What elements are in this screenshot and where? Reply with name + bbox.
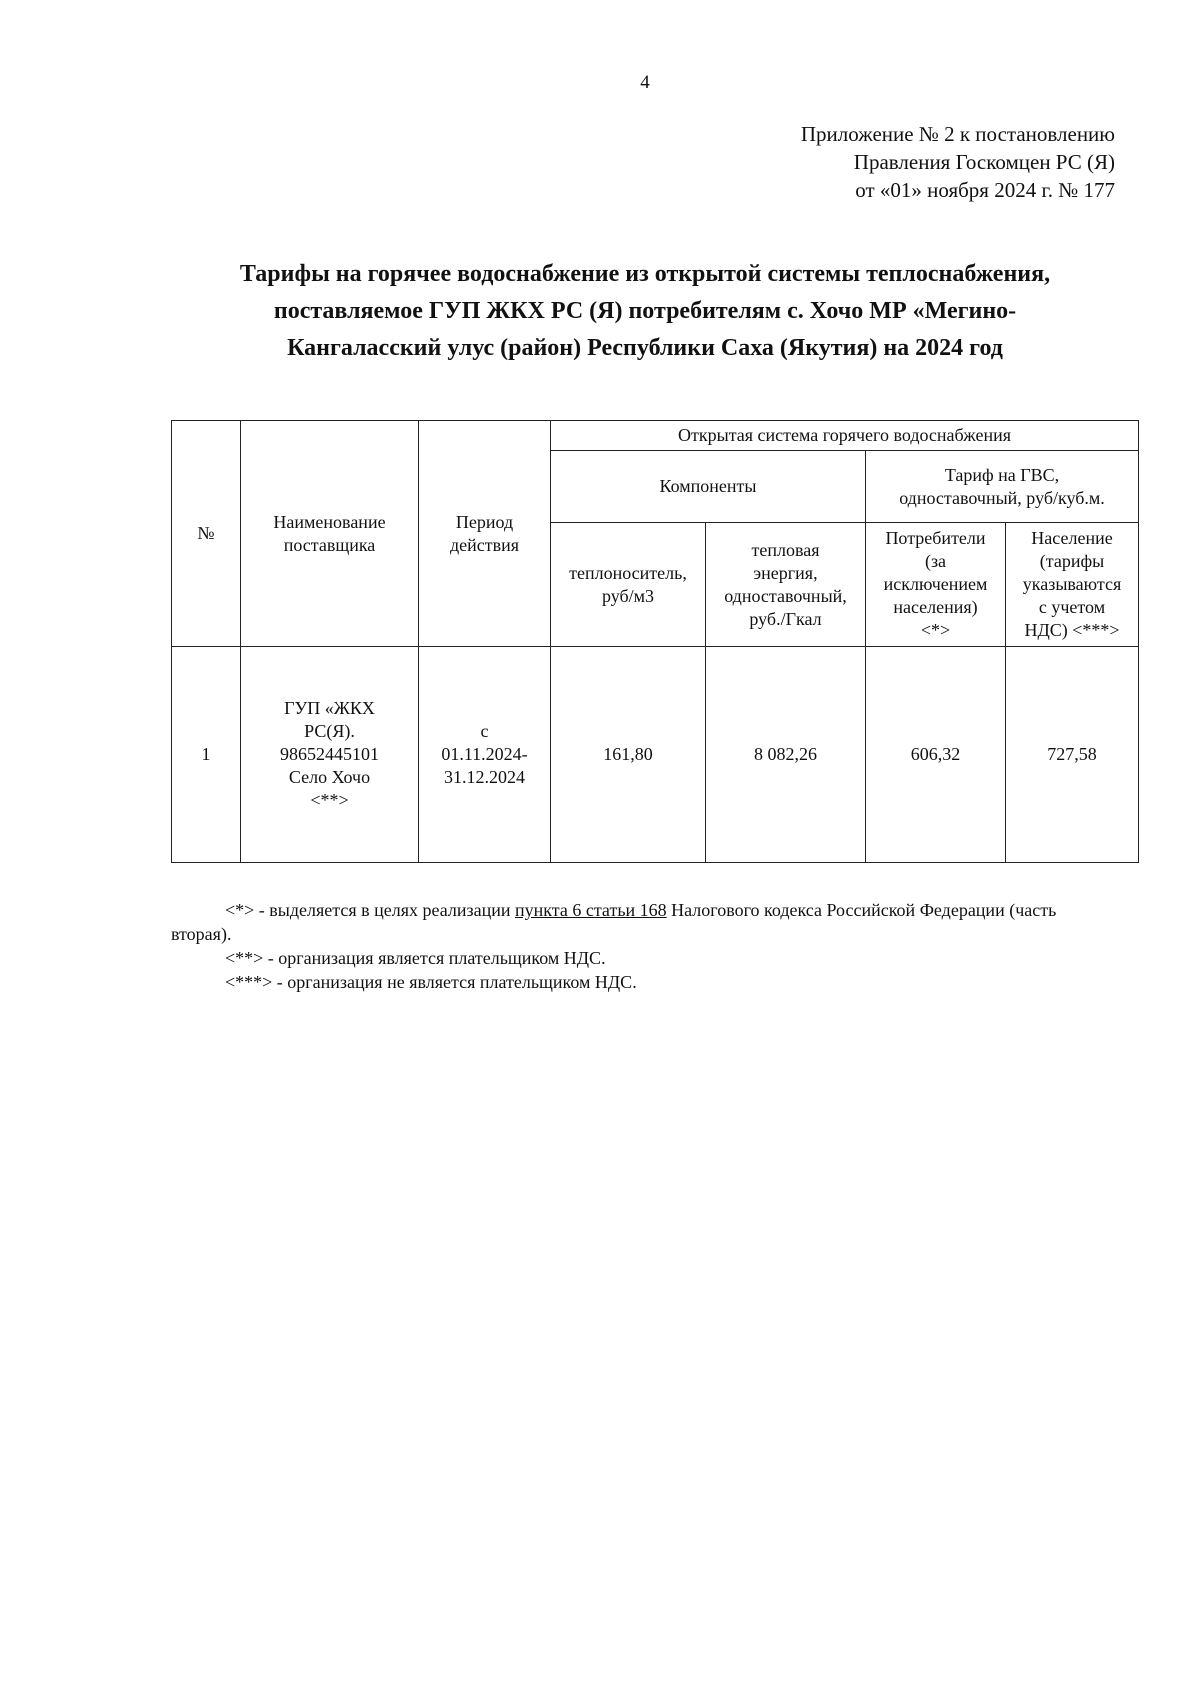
title-line-1: Тарифы на горячее водоснабжение из открытой системы теплоснабжения, — [239, 261, 1051, 287]
header-supplier — [241, 421, 419, 647]
header-consumers-line: Потребители — [885, 528, 986, 548]
header-number: № — [172, 421, 241, 647]
header-period — [419, 421, 551, 647]
row-supplier-line: ГУП «ЖКХ — [284, 698, 375, 718]
header-consumers-line: исключением — [883, 574, 988, 594]
row-period — [419, 647, 551, 863]
footnote-2: <**> - организация является плательщиком НДС. — [225, 948, 606, 968]
footnotes — [171, 898, 1121, 994]
footnote-3: <***> - организация не является плательщиком НДС. — [225, 972, 637, 992]
header-population-line: НДС) <***> — [1024, 620, 1120, 640]
header-supplier-line: Наименование — [273, 511, 386, 532]
header-tariff-gvs-line: одноставочный, руб/куб.м. — [899, 487, 1105, 508]
header-heat-energy-line: руб./Гкал — [749, 608, 822, 629]
page-number: 4 — [640, 72, 650, 93]
row-period-line: 01.11.2024- — [441, 744, 528, 764]
row-period-line: 31.12.2024 — [444, 767, 525, 787]
row-number: 1 — [172, 647, 241, 863]
header-period-line: Период — [455, 511, 514, 532]
tariffs-table — [171, 420, 1139, 863]
row-supplier-line: Село Хочо — [288, 767, 371, 787]
row-supplier-line: <**> — [310, 790, 349, 810]
row-consumers: 606,32 — [866, 647, 1006, 863]
appendix-reference — [801, 120, 1115, 204]
header-heat-energy-line: тепловая — [751, 539, 820, 560]
header-heat-energy-line: энергия, — [753, 562, 818, 583]
tax-code-link[interactable]: пункта 6 статьи 168 — [515, 900, 667, 920]
header-consumers — [866, 523, 1006, 647]
footnote-1-suffix: Налогового кодекса Российской Федерации (часть вторая). — [171, 900, 1057, 944]
header-heat-energy-line: одноставочный, — [724, 585, 847, 606]
table-row — [172, 647, 1139, 863]
row-period-line: с — [480, 721, 489, 741]
header-population-line: Население — [1031, 528, 1113, 548]
appendix-line-2: Правления Госкомцен РС (Я) — [853, 150, 1115, 174]
title-line-3: Кангаласский улус (район) Республики Саха (Якутия) на 2024 год — [287, 335, 1003, 361]
row-supplier-line: РС(Я). — [304, 721, 355, 741]
header-period-line: действия — [449, 534, 520, 555]
footnote-1-prefix: <*> - выделяется в целях реализации — [225, 900, 515, 920]
row-population: 727,58 — [1006, 647, 1139, 863]
document-title — [140, 256, 1150, 367]
header-heat-carrier-line: руб/м3 — [601, 585, 655, 606]
row-supplier — [241, 647, 419, 863]
header-consumers-line: <*> — [920, 620, 951, 640]
header-heat-energy — [706, 523, 866, 647]
appendix-line-1: Приложение № 2 к постановлению — [800, 122, 1115, 146]
header-supplier-line: поставщика — [283, 534, 376, 555]
header-consumers-line: населения) — [893, 597, 978, 617]
footnote-1 — [171, 898, 1121, 946]
header-population-line: (тарифы — [1039, 551, 1105, 571]
row-supplier-line: 98652445101 — [280, 744, 379, 764]
header-population — [1006, 523, 1139, 647]
row-heat-energy: 8 082,26 — [706, 647, 866, 863]
header-heat-carrier — [551, 523, 706, 647]
header-population-line: с учетом — [1038, 597, 1106, 617]
appendix-line-3: от «01» ноября 2024 г. № 177 — [855, 178, 1115, 202]
title-line-2: поставляемое ГУП ЖКХ РС (Я) потребителям с. Хочо МР «Мегино- — [273, 298, 1017, 324]
header-open-system: Открытая система горячего водоснабжения — [551, 421, 1139, 451]
header-components: Компоненты — [551, 451, 866, 523]
header-consumers-line: (за — [924, 551, 947, 571]
header-tariff-gvs-line: Тариф на ГВС, — [944, 464, 1060, 485]
header-heat-carrier-line: теплоноситель, — [569, 562, 687, 583]
header-tariff-gvs — [866, 451, 1139, 523]
header-population-line: указываются — [1022, 574, 1122, 594]
row-heat-carrier: 161,80 — [551, 647, 706, 863]
